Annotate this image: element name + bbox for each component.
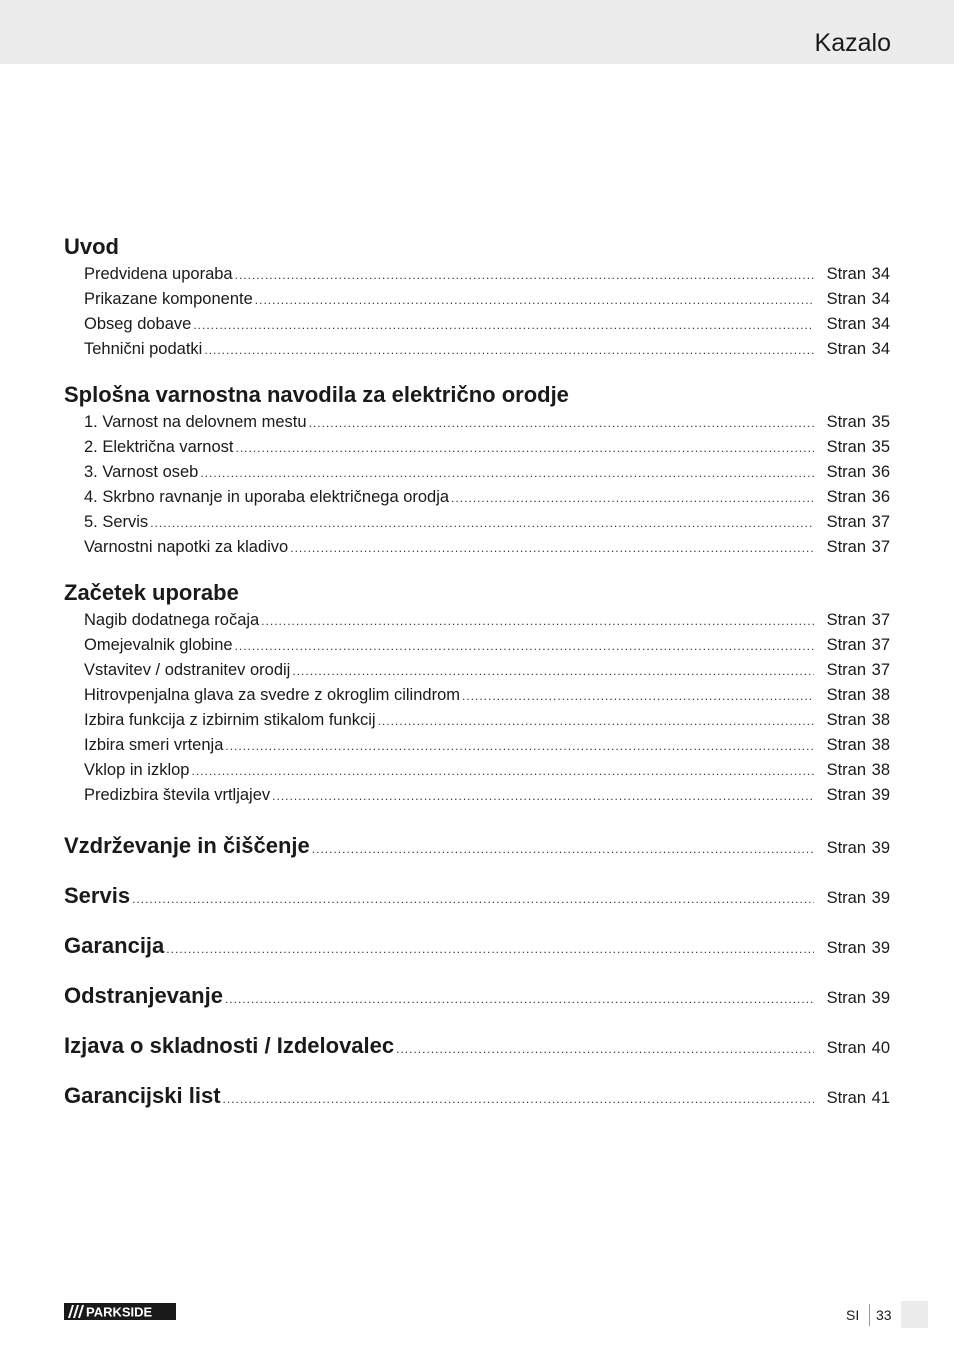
page-word: Stran (826, 538, 866, 556)
entry-label: 5. Servis (84, 513, 149, 531)
page-reference (818, 287, 890, 312)
footer-divider (869, 1304, 870, 1326)
leader-dots (150, 511, 814, 536)
toc-entry[interactable] (64, 485, 890, 510)
page-number: 38 (871, 686, 890, 704)
page-reference (818, 435, 890, 460)
section-entries (64, 410, 890, 560)
toc-section (64, 380, 890, 560)
leader-dots (204, 338, 814, 363)
leader-dots (312, 829, 814, 869)
leader-dots (223, 1079, 814, 1119)
page-reference (818, 510, 890, 535)
page-reference (818, 658, 890, 683)
page-reference (818, 337, 890, 362)
leader-dots (191, 759, 814, 784)
page-number: 39 (871, 786, 890, 804)
page-word: Stran (826, 413, 866, 431)
page-word: Stran (826, 786, 866, 804)
leader-dots (309, 411, 814, 436)
leader-dots (235, 436, 814, 461)
entry-label: Omejevalnik globine (84, 636, 233, 654)
page-reference (818, 262, 890, 287)
page-reference (818, 535, 890, 560)
leader-dots (272, 784, 814, 809)
page-reference (818, 312, 890, 337)
page-word: Stran (826, 340, 866, 358)
footer-tab-marker (901, 1301, 928, 1328)
page-number: 34 (871, 265, 890, 283)
page-reference (818, 978, 890, 1018)
page-number: 36 (871, 488, 890, 506)
leader-dots (261, 609, 814, 634)
page-word: Stran (826, 636, 866, 654)
logo-text: PARKSIDE (86, 1304, 153, 1320)
entry-label: Izbira smeri vrtenja (84, 736, 224, 754)
toc-entry[interactable] (64, 287, 890, 312)
toc-entry[interactable] (64, 510, 890, 535)
page-reference (818, 708, 890, 733)
entry-label: Tehnični podatki (84, 340, 203, 358)
entry-label: 2. Električna varnost (84, 438, 234, 456)
page-word: Stran (826, 989, 866, 1007)
page-reference (818, 758, 890, 783)
page-word: Stran (826, 686, 866, 704)
toc-entry[interactable] (64, 337, 890, 362)
page-number: 37 (871, 513, 890, 531)
page-number: 34 (871, 340, 890, 358)
footer-page-number: 33 (876, 1307, 892, 1323)
page-reference (818, 460, 890, 485)
toc-entry[interactable] (64, 633, 890, 658)
page-reference (818, 783, 890, 808)
page-number: 39 (871, 839, 890, 857)
toc-section (64, 232, 890, 362)
page-number: 34 (871, 315, 890, 333)
page-word: Stran (826, 1089, 866, 1107)
section-heading: Začetek uporabe (64, 580, 239, 605)
entry-label: 3. Varnost oseb (84, 463, 199, 481)
major-entry-label: Odstranjevanje (64, 983, 223, 1008)
page-word: Stran (826, 290, 866, 308)
toc-entry[interactable] (64, 410, 890, 435)
page-word: Stran (826, 661, 866, 679)
entry-label: 4. Skrbno ravnanje in uporaba električnega orodja (84, 488, 450, 506)
entry-label: Nagib dodatnega ročaja (84, 611, 260, 629)
leader-dots (235, 634, 814, 659)
parkside-logo (64, 1303, 176, 1320)
page-number: 37 (871, 611, 890, 629)
page-number: 34 (871, 290, 890, 308)
page-reference (818, 410, 890, 435)
leader-dots (290, 536, 814, 561)
page-word: Stran (826, 315, 866, 333)
page-number: 38 (871, 736, 890, 754)
toc-entry[interactable] (64, 733, 890, 758)
entry-label: 1. Varnost na delovnem mestu (84, 413, 307, 431)
entry-label: Obseg dobave (84, 315, 192, 333)
page-reference (818, 1028, 890, 1068)
page-word: Stran (826, 939, 866, 957)
toc-entry[interactable] (64, 435, 890, 460)
toc-entry[interactable] (64, 758, 890, 783)
page-number: 35 (871, 438, 890, 456)
page-reference (818, 683, 890, 708)
leader-dots (235, 263, 814, 288)
leader-dots (225, 734, 814, 759)
toc-entry[interactable] (64, 708, 890, 733)
major-entry-label: Garancija (64, 933, 165, 958)
table-of-contents (64, 232, 890, 1126)
page-word: Stran (826, 611, 866, 629)
page-reference (818, 878, 890, 918)
toc-section (64, 578, 890, 808)
page-number: 37 (871, 636, 890, 654)
leader-dots (200, 461, 814, 486)
page-word: Stran (826, 513, 866, 531)
header-bar (0, 0, 954, 64)
page-reference (818, 608, 890, 633)
entry-label: Varnostni napotki za kladivo (84, 538, 289, 556)
page-number: 38 (871, 761, 890, 779)
toc-entry[interactable] (64, 683, 890, 708)
leader-dots (193, 313, 814, 338)
page-reference (818, 1078, 890, 1118)
page-word: Stran (826, 839, 866, 857)
page-title: Kazalo (814, 29, 891, 57)
major-entry-label: Izjava o skladnosti / Izdelovalec (64, 1033, 395, 1058)
entry-label: Prikazane komponente (84, 290, 253, 308)
section-entries (64, 262, 890, 362)
major-entry-label: Garancijski list (64, 1083, 221, 1108)
major-entry-label: Servis (64, 883, 131, 908)
toc-major-entry[interactable] (64, 1026, 890, 1076)
section-heading: Splošna varnostna navodila za električno orodje (64, 382, 569, 407)
toc-major-entry[interactable] (64, 826, 890, 876)
page-number: 37 (871, 538, 890, 556)
page-word: Stran (826, 438, 866, 456)
toc-entry[interactable] (64, 608, 890, 633)
section-heading: Uvod (64, 234, 119, 259)
entry-label: Predvidena uporaba (84, 265, 233, 283)
page-reference (818, 828, 890, 868)
toc-entry[interactable] (64, 658, 890, 683)
page-number: 38 (871, 711, 890, 729)
toc-entry[interactable] (64, 262, 890, 287)
leader-dots (132, 879, 814, 919)
page-reference (818, 633, 890, 658)
page-word: Stran (826, 736, 866, 754)
page-number: 39 (871, 939, 890, 957)
entry-label: Izbira funkcija z izbirnim stikalom funkcij (84, 711, 376, 729)
entry-label: Vklop in izklop (84, 761, 190, 779)
page-reference (818, 928, 890, 968)
page-word: Stran (826, 761, 866, 779)
leader-dots (378, 709, 814, 734)
page-word: Stran (826, 463, 866, 481)
page-word: Stran (826, 711, 866, 729)
toc-major-entry[interactable] (64, 926, 890, 976)
toc-major-entry[interactable] (64, 976, 890, 1026)
page-word: Stran (826, 488, 866, 506)
toc-entry[interactable] (64, 535, 890, 560)
leader-dots (462, 684, 814, 709)
page-word: Stran (826, 1039, 866, 1057)
toc-major-entry[interactable] (64, 1076, 890, 1126)
leader-dots (396, 1029, 814, 1069)
page-reference (818, 733, 890, 758)
footer-language: SI (846, 1307, 860, 1323)
leader-dots (292, 659, 814, 684)
toc-entry[interactable] (64, 460, 890, 485)
toc-major-entry[interactable] (64, 876, 890, 926)
page-number: 39 (871, 989, 890, 1007)
page-reference (818, 485, 890, 510)
page-number: 35 (871, 413, 890, 431)
leader-dots (451, 486, 814, 511)
major-entry-label: Vzdrževanje in čiščenje (64, 833, 310, 858)
toc-entry[interactable] (64, 783, 890, 808)
leader-dots (225, 979, 814, 1019)
page-number: 37 (871, 661, 890, 679)
section-entries (64, 608, 890, 808)
page-number: 40 (871, 1039, 890, 1057)
toc-entry[interactable] (64, 312, 890, 337)
leader-dots (255, 288, 814, 313)
page-number: 36 (871, 463, 890, 481)
page-number: 39 (871, 889, 890, 907)
page-word: Stran (826, 889, 866, 907)
page-word: Stran (826, 265, 866, 283)
entry-label: Hitrovpenjalna glava za svedre z okroglim cilindrom (84, 686, 460, 704)
entry-label: Predizbira števila vrtljajev (84, 786, 271, 804)
entry-label: Vstavitev / odstranitev orodij (84, 661, 291, 679)
page-number: 41 (871, 1089, 890, 1107)
leader-dots (166, 929, 814, 969)
